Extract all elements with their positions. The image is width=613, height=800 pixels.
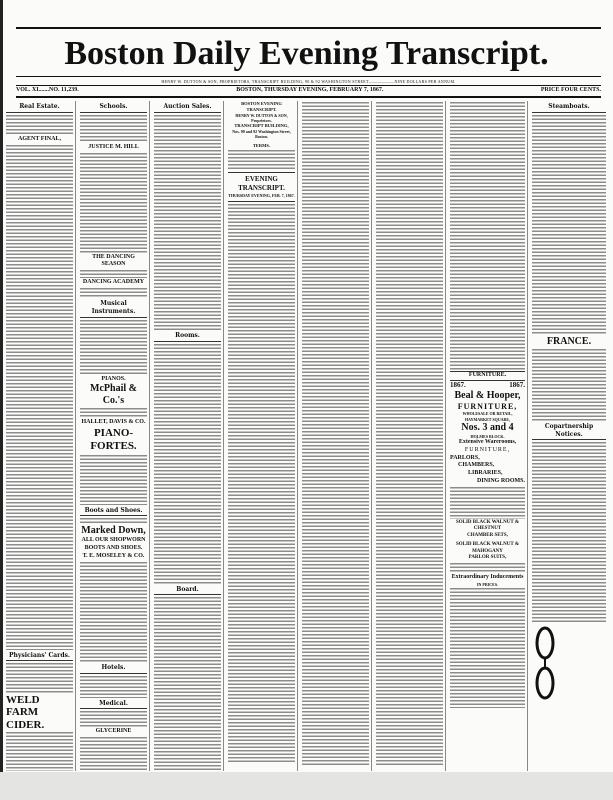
page-edge: [0, 0, 3, 775]
body-text-block: [6, 115, 73, 135]
editorial-date: THURSDAY EVENING, FEB. 7, 1867.: [228, 193, 295, 199]
volume-number: VOL. XI.......NO. 11,239.: [16, 87, 79, 93]
proprietors: HENRY W. DUTTON & SON, Proprietors.: [235, 112, 288, 123]
year: 1867.: [509, 380, 525, 389]
body-text-block: [80, 737, 147, 771]
publisher-line: HENRY W. DUTTON & SON, PROPRIETORS, TRANSCRIPT BUILDING, 90 & 92 WASHINGTON STREET——————NINE DOLLARS PER ANNUM.: [161, 79, 456, 84]
ad-text: SOLID BLACK WALNUT & CHESTNUT: [455, 519, 520, 532]
body-text-block: [302, 102, 369, 767]
body-text-block: [80, 711, 147, 727]
section-heading: Auction Sales.: [154, 103, 221, 113]
ad-heading: THE DANCING SEASON: [92, 253, 135, 268]
section-heading: Copartnership Notices.: [532, 423, 606, 441]
section-heading: Steamboats.: [532, 103, 606, 113]
body-text-block: [376, 102, 443, 767]
body-text-block: [6, 663, 73, 693]
body-text-block: [6, 145, 73, 650]
section-heading: Real Estate.: [6, 103, 73, 113]
ad-heading: ALL OUR SHOPWORN: [81, 537, 146, 544]
section-heading: Rooms.: [154, 332, 221, 342]
building: TRANSCRIPT BUILDING,: [234, 123, 289, 129]
ad-text: LIBRARIES,: [468, 470, 503, 477]
body-text-block: [80, 562, 147, 662]
body-text-block: [80, 270, 147, 278]
ad-heading: GLYCERINE: [95, 728, 132, 735]
body-text-block: [450, 563, 525, 573]
body-text-block: [154, 344, 221, 584]
ad-heading: HALLET, DAVIS & CO.: [81, 419, 146, 426]
year: 1867.: [450, 380, 466, 389]
ad-text: HOLMES BLOCK.: [470, 433, 505, 439]
body-text-block: [80, 320, 147, 375]
ad-text: SOLID BLACK WALNUT & MAHOGANY: [455, 542, 520, 554]
body-text-block: [154, 597, 221, 771]
body-text-block: [450, 588, 525, 708]
page-margin: [0, 772, 613, 800]
rule: [16, 76, 601, 77]
ad-display: PIANO-FORTES.: [90, 427, 137, 453]
ad-text: CHAMBER SETS,: [467, 532, 508, 538]
body-text-block: [532, 442, 606, 622]
price: PRICE FOUR CENTS.: [540, 87, 601, 93]
section-heading: Boots and Shoes.: [80, 507, 147, 517]
column-furniture: [448, 101, 528, 771]
ad-display: Marked Down,: [81, 525, 146, 537]
body-text-block: [450, 102, 525, 370]
ad-text: IN PRICES.: [476, 581, 499, 587]
ad-text: Extensive Warerooms,: [458, 439, 517, 446]
body-text-block: [532, 349, 606, 421]
top-rule: [16, 27, 601, 29]
ad-heading: T. E. MOSELEY & CO.: [82, 552, 145, 559]
editorial-masthead: EVENING TRANSCRIPT.: [238, 175, 285, 193]
dateline-bar: [16, 86, 601, 94]
column-auctions: [152, 101, 224, 771]
column-steamboats: [530, 101, 608, 771]
body-text-block: [80, 115, 147, 143]
section-heading: Board.: [154, 586, 221, 596]
dateline: BOSTON, THURSDAY EVENING, FEBRUARY 7, 1867.: [236, 87, 384, 93]
ad-display: FRANCE.: [546, 335, 592, 347]
spectacles-icon: [534, 623, 556, 703]
paper-name: BOSTON EVENING TRANSCRIPT.: [241, 101, 282, 112]
column-text-6: [374, 101, 446, 771]
section-heading: Medical.: [80, 700, 147, 710]
body-text-block: [228, 204, 295, 764]
section-heading: Hotels.: [80, 664, 147, 674]
body-text-block: [6, 732, 73, 771]
ad-text: CHAMBERS,: [458, 462, 495, 469]
body-text-block: [80, 408, 147, 418]
rule: [16, 96, 601, 98]
terms-heading: TERMS.: [252, 143, 271, 149]
body-text-block: [80, 676, 147, 698]
section-heading: Physicians' Cards.: [6, 652, 73, 662]
ad-display: Nos. 3 and 4: [461, 421, 514, 433]
ad-text: HAYMARKET SQUARE,: [464, 416, 511, 422]
section-heading: Schools.: [80, 103, 147, 113]
body-text-block: [80, 518, 147, 524]
ad-text: Extraordinary Inducements: [451, 573, 524, 580]
ad-display: WELD FARM CIDER.: [6, 694, 45, 731]
column-editorial: [226, 101, 298, 771]
ad-heading: AGENT FINAL,: [18, 135, 61, 142]
ad-text: FURNITURE,: [464, 446, 511, 453]
body-text-block: [154, 115, 221, 330]
ad-text: PARLORS,: [450, 454, 480, 461]
body-text-block: [450, 487, 525, 519]
column-real-estate: [4, 101, 76, 771]
ad-display: FURNITURE,: [457, 401, 518, 411]
ad-heading: PIANOS.: [101, 375, 126, 382]
column-schools: [78, 101, 150, 771]
ad-heading: JUSTICE M. HILL: [88, 143, 139, 150]
ad-display: Beal & Hooper,: [454, 389, 521, 401]
ad-heading: DANCING ACADEMY: [82, 279, 145, 286]
ad-heading: BOOTS AND SHOES.: [84, 545, 143, 552]
ad-text: WHOLESALE OR RETAIL,: [462, 411, 513, 417]
ad-heading: FURNITURE.: [450, 371, 525, 381]
body-text-block: [532, 115, 606, 335]
ad-text: DINING ROOMS.: [476, 478, 525, 485]
body-text-block: [80, 455, 147, 505]
section-heading: Musical Instruments.: [80, 300, 147, 318]
ad-text: PARLOR SUITS,: [468, 555, 507, 561]
body-text-block: [80, 288, 147, 298]
column-text-5: [300, 101, 372, 771]
newspaper-title: Boston Daily Evening Transcript.: [64, 35, 549, 72]
address: Nos. 90 and 92 Washington Street, Boston.: [232, 128, 291, 140]
body-text-block: [228, 150, 295, 170]
body-text-block: [80, 153, 147, 253]
ad-display: McPhail & Co.'s: [90, 383, 137, 407]
